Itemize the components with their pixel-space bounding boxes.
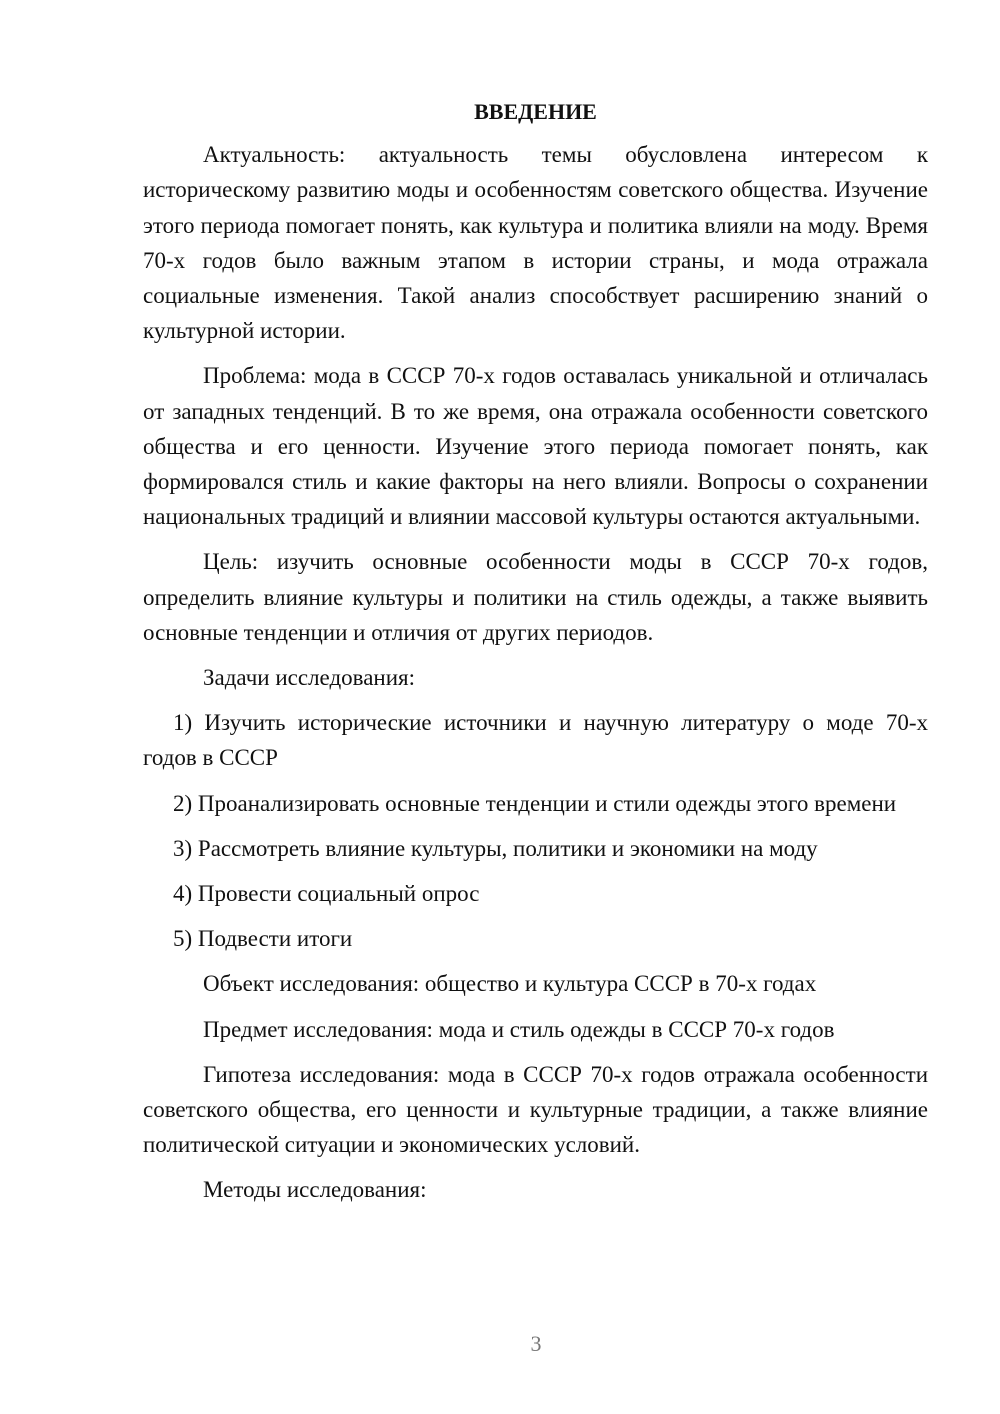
paragraph-relevance: Актуальность: актуальность темы обусловлена интересом к историческому развитию моды и особенностям советского общества. Изучение этого периода помогает понять, как культура и политика влияли на моду. Время 70-х годов было важным этапом в истории страны, и мода отражала социальные изменения. Такой анализ способствует расширению знаний о культурной истории. <box>143 142 928 344</box>
paragraph-subject: Предмет исследования: мода и стиль одежды в СССР 70-х годов <box>203 1016 835 1042</box>
page-number: 3 <box>530 1331 542 1356</box>
task-item-3: 3) Рассмотреть влияние культуры, политики и экономики на моду <box>173 835 818 861</box>
paragraph-hypothesis: Гипотеза исследования: мода в СССР 70-х годов отражала особенности советского общества, его ценности и культурные традиции, а также влияние политической ситуации и экономических условий. <box>143 1061 928 1158</box>
document-page <box>143 94 928 1218</box>
task-item-1: 1) Изучить исторические источники и научную литературу о моде 70-х годов в СССР <box>143 710 928 771</box>
task-item-5: 5) Подвести итоги <box>173 926 353 952</box>
section-title: ВВЕДЕНИЕ <box>474 99 597 124</box>
task-item-2: 2) Проанализировать основные тенденции и стили одежды этого времени <box>173 790 897 816</box>
task-item-4: 4) Провести социальный опрос <box>173 881 480 907</box>
paragraph-problem: Проблема: мода в СССР 70-х годов оставалась уникальной и отличалась от западных тенденций. В то же время, она отражала особенности советского общества и его ценности. Изучение этого периода помогает понять, как формировался стиль и какие факторы на него влияли. Вопросы о сохранении национальных традиций и влиянии массовой культуры остаются актуальными. <box>143 363 928 530</box>
paragraph-object: Объект исследования: общество и культура СССР в 70-х годах <box>203 971 817 997</box>
paragraph-methods: Методы исследования: <box>203 1177 427 1203</box>
paragraph-goal: Цель: изучить основные особенности моды в СССР 70-х годов, определить влияние культуры и политики на стиль одежды, а также выявить основные тенденции и отличия от других периодов. <box>143 549 928 645</box>
tasks-heading: Задачи исследования: <box>203 665 416 691</box>
